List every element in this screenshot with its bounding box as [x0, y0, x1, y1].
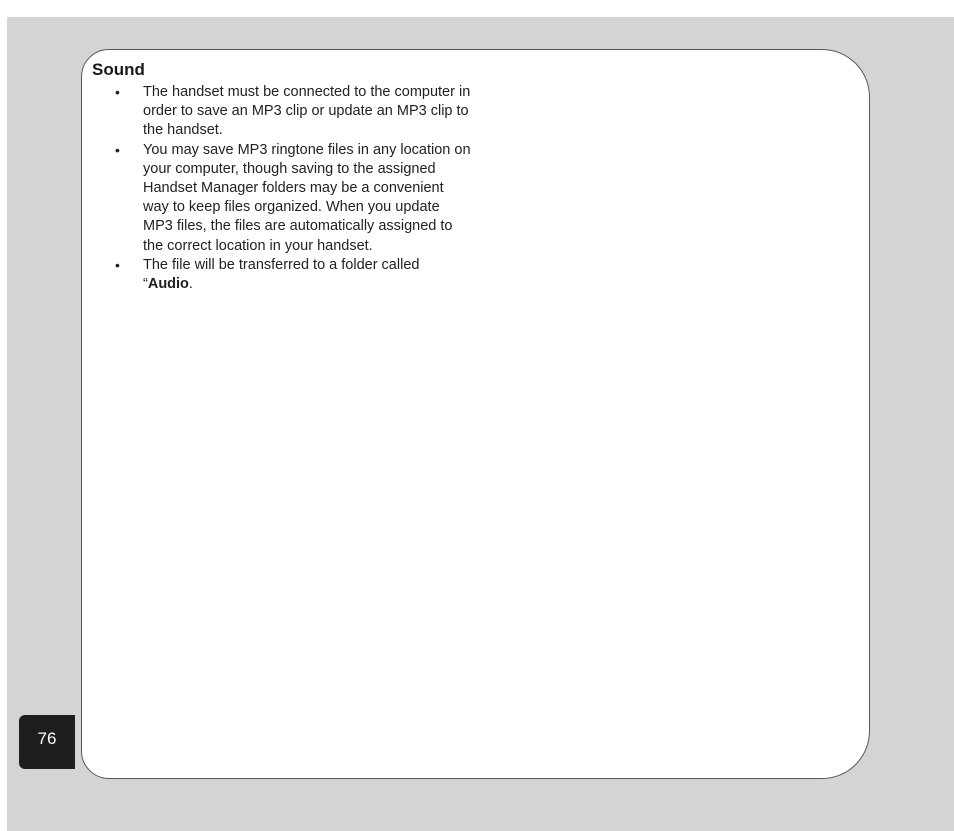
- page-number: 76: [37, 729, 57, 748]
- bullet-icon: •: [115, 84, 120, 100]
- folder-name: Audio: [147, 276, 189, 293]
- bullet-text-before: The file will be transferred to a folder called “: [143, 256, 420, 293]
- list-item: [112, 83, 472, 141]
- bullet-icon: •: [115, 256, 120, 273]
- bullet-text: The handset must be connected to the computer in order to save an MP3 clip or update an MP3 clip to the handset.: [143, 84, 471, 139]
- section-title: Sound: [92, 60, 145, 79]
- bullet-text: You may save MP3 ringtone files in any location on your computer, though saving to the assigned Handset Manager folders may be a convenient way to keep files organized. When you update MP3 files, the files are automatically assigned to the correct location in your handset.: [143, 141, 471, 254]
- page-number-tab: [19, 715, 75, 769]
- bullet-text-after: .: [188, 276, 193, 293]
- list-item: [112, 256, 472, 294]
- bullet-list: [112, 83, 472, 294]
- bullet-icon: •: [115, 141, 120, 158]
- list-item: [112, 141, 472, 256]
